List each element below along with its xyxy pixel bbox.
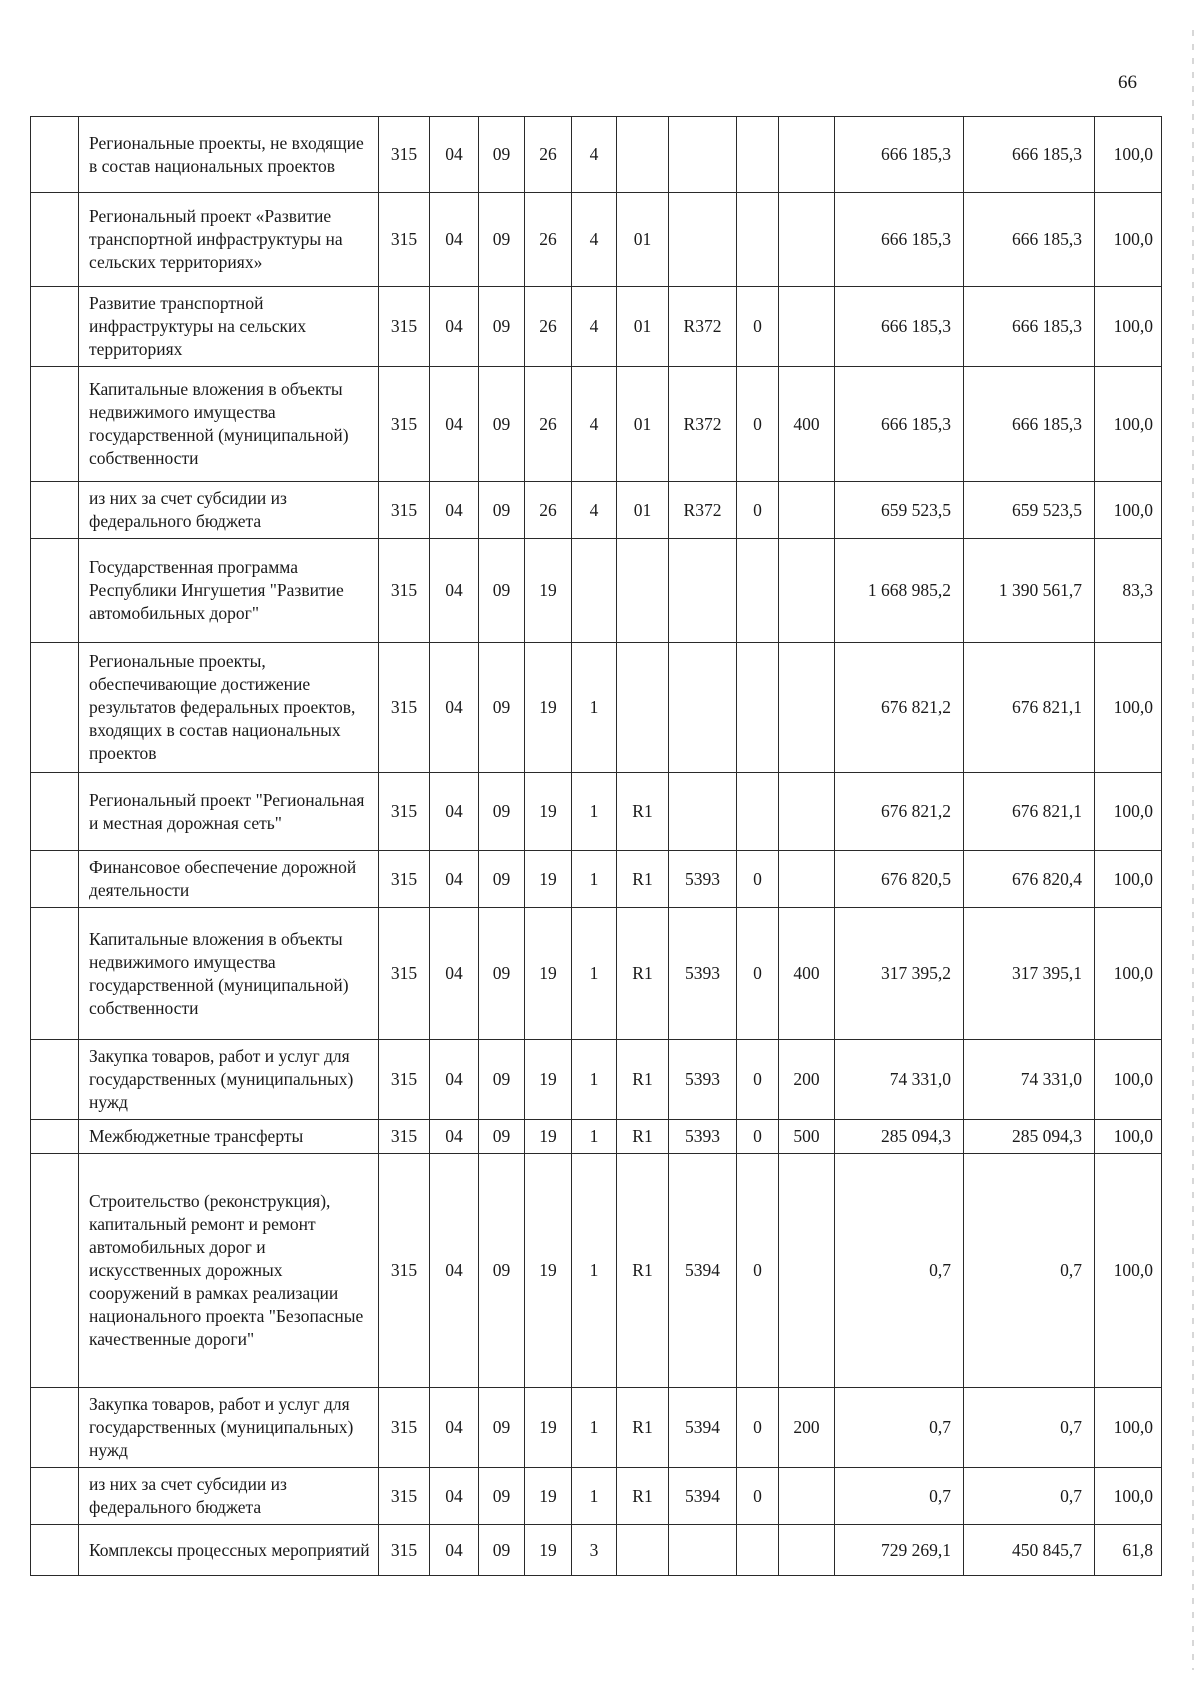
execution-percent-cell: 100,0: [1095, 193, 1162, 287]
plan-amount-cell: 676 821,2: [835, 643, 964, 773]
program-code-cell: 19: [525, 539, 572, 643]
expense-type-cell: [779, 773, 835, 851]
subprogram-code-cell: 4: [572, 117, 617, 193]
section-code-cell: 04: [430, 1120, 479, 1154]
expenditure-name-cell: Межбюджетные трансферты: [79, 1120, 379, 1154]
direction-code-cell: R372: [669, 482, 737, 539]
table-row: [31, 367, 1162, 482]
plan-amount-cell: 666 185,3: [835, 117, 964, 193]
program-code-cell: 19: [525, 1388, 572, 1468]
plan-amount-cell: 666 185,3: [835, 367, 964, 482]
subprogram-code-cell: 1: [572, 1388, 617, 1468]
expenditure-name-cell: Финансовое обеспечение дорожной деятельности: [79, 851, 379, 908]
execution-percent-cell: 100,0: [1095, 773, 1162, 851]
expense-type-cell: 500: [779, 1120, 835, 1154]
row-number-cell: [31, 1040, 79, 1120]
program-code-cell: 19: [525, 1120, 572, 1154]
actual-amount-cell: 666 185,3: [964, 367, 1095, 482]
row-number-cell: [31, 117, 79, 193]
section-code-cell: 04: [430, 193, 479, 287]
direction-digit-cell: 0: [737, 851, 779, 908]
gp-code-cell: 315: [379, 773, 430, 851]
plan-amount-cell: 317 395,2: [835, 908, 964, 1040]
actual-amount-cell: 285 094,3: [964, 1120, 1095, 1154]
section-code-cell: 04: [430, 851, 479, 908]
section-code-cell: 04: [430, 1525, 479, 1576]
program-code-cell: 26: [525, 482, 572, 539]
program-code-cell: 26: [525, 367, 572, 482]
expenditure-name-cell: из них за счет субсидии из федерального бюджета: [79, 1468, 379, 1525]
project-code-cell: R1: [617, 1388, 669, 1468]
project-code-cell: 01: [617, 287, 669, 367]
row-number-cell: [31, 1468, 79, 1525]
subprogram-code-cell: 4: [572, 482, 617, 539]
actual-amount-cell: 659 523,5: [964, 482, 1095, 539]
row-number-cell: [31, 908, 79, 1040]
subprogram-code-cell: 4: [572, 193, 617, 287]
actual-amount-cell: 666 185,3: [964, 117, 1095, 193]
subprogram-code-cell: 4: [572, 367, 617, 482]
direction-digit-cell: [737, 773, 779, 851]
direction-digit-cell: 0: [737, 287, 779, 367]
subprogram-code-cell: 1: [572, 1468, 617, 1525]
program-code-cell: 19: [525, 1468, 572, 1525]
expense-type-cell: [779, 287, 835, 367]
table-row: [31, 287, 1162, 367]
section-code-cell: 04: [430, 1040, 479, 1120]
actual-amount-cell: 666 185,3: [964, 193, 1095, 287]
expenditure-name-cell: Государственная программа Республики Ингушетия "Развитие автомобильных дорог": [79, 539, 379, 643]
actual-amount-cell: 676 821,1: [964, 643, 1095, 773]
direction-digit-cell: [737, 539, 779, 643]
subsection-code-cell: 09: [479, 539, 525, 643]
plan-amount-cell: 666 185,3: [835, 287, 964, 367]
project-code-cell: R1: [617, 1120, 669, 1154]
direction-code-cell: 5393: [669, 908, 737, 1040]
section-code-cell: 04: [430, 773, 479, 851]
plan-amount-cell: 676 820,5: [835, 851, 964, 908]
expense-type-cell: 200: [779, 1388, 835, 1468]
execution-percent-cell: 100,0: [1095, 367, 1162, 482]
table-row: [31, 1154, 1162, 1388]
row-number-cell: [31, 1525, 79, 1576]
program-code-cell: 26: [525, 287, 572, 367]
table-row: [31, 1040, 1162, 1120]
subsection-code-cell: 09: [479, 482, 525, 539]
table-row: [31, 482, 1162, 539]
plan-amount-cell: 0,7: [835, 1468, 964, 1525]
subprogram-code-cell: 1: [572, 773, 617, 851]
program-code-cell: 26: [525, 193, 572, 287]
project-code-cell: R1: [617, 908, 669, 1040]
execution-percent-cell: 100,0: [1095, 908, 1162, 1040]
gp-code-cell: 315: [379, 1120, 430, 1154]
direction-digit-cell: 0: [737, 367, 779, 482]
expenditure-name-cell: из них за счет субсидии из федерального бюджета: [79, 482, 379, 539]
execution-percent-cell: 61,8: [1095, 1525, 1162, 1576]
section-code-cell: 04: [430, 643, 479, 773]
execution-percent-cell: 100,0: [1095, 1388, 1162, 1468]
table-row: [31, 1525, 1162, 1576]
expense-type-cell: 400: [779, 367, 835, 482]
expenditure-name-cell: Строительство (реконструкция), капитальный ремонт и ремонт автомобильных дорог и искусственных дорожных сооружений в рамках реализации национального проекта "Безопасные качественные дороги": [79, 1154, 379, 1388]
project-code-cell: 01: [617, 482, 669, 539]
section-code-cell: 04: [430, 117, 479, 193]
subsection-code-cell: 09: [479, 643, 525, 773]
gp-code-cell: 315: [379, 482, 430, 539]
direction-code-cell: 5393: [669, 1040, 737, 1120]
subprogram-code-cell: 1: [572, 851, 617, 908]
direction-digit-cell: 0: [737, 1120, 779, 1154]
direction-digit-cell: 0: [737, 1388, 779, 1468]
expense-type-cell: [779, 1525, 835, 1576]
row-number-cell: [31, 773, 79, 851]
table-row: [31, 1468, 1162, 1525]
section-code-cell: 04: [430, 287, 479, 367]
direction-code-cell: [669, 117, 737, 193]
budget-table-body: [31, 117, 1162, 1576]
expense-type-cell: [779, 851, 835, 908]
project-code-cell: [617, 539, 669, 643]
subsection-code-cell: 09: [479, 773, 525, 851]
budget-table: [30, 116, 1162, 1576]
actual-amount-cell: 1 390 561,7: [964, 539, 1095, 643]
subsection-code-cell: 09: [479, 287, 525, 367]
plan-amount-cell: 676 821,2: [835, 773, 964, 851]
gp-code-cell: 315: [379, 1040, 430, 1120]
direction-code-cell: [669, 643, 737, 773]
execution-percent-cell: 100,0: [1095, 643, 1162, 773]
expense-type-cell: [779, 1154, 835, 1388]
expenditure-name-cell: Региональный проект "Региональная и местная дорожная сеть": [79, 773, 379, 851]
program-code-cell: 19: [525, 908, 572, 1040]
table-row: [31, 539, 1162, 643]
direction-digit-cell: 0: [737, 1154, 779, 1388]
execution-percent-cell: 100,0: [1095, 1468, 1162, 1525]
gp-code-cell: 315: [379, 117, 430, 193]
table-row: [31, 1120, 1162, 1154]
direction-code-cell: 5394: [669, 1468, 737, 1525]
direction-code-cell: [669, 539, 737, 643]
project-code-cell: [617, 117, 669, 193]
subprogram-code-cell: 4: [572, 287, 617, 367]
plan-amount-cell: 74 331,0: [835, 1040, 964, 1120]
page-number: 66: [1118, 72, 1137, 93]
direction-code-cell: [669, 193, 737, 287]
table-row: [31, 908, 1162, 1040]
gp-code-cell: 315: [379, 1468, 430, 1525]
direction-digit-cell: [737, 193, 779, 287]
gp-code-cell: 315: [379, 287, 430, 367]
table-row: [31, 851, 1162, 908]
subprogram-code-cell: 1: [572, 643, 617, 773]
direction-code-cell: R372: [669, 367, 737, 482]
project-code-cell: R1: [617, 1040, 669, 1120]
project-code-cell: [617, 1525, 669, 1576]
section-code-cell: 04: [430, 367, 479, 482]
subprogram-code-cell: [572, 539, 617, 643]
section-code-cell: 04: [430, 908, 479, 1040]
expense-type-cell: [779, 117, 835, 193]
project-code-cell: [617, 643, 669, 773]
direction-code-cell: 5394: [669, 1388, 737, 1468]
plan-amount-cell: 659 523,5: [835, 482, 964, 539]
expense-type-cell: [779, 482, 835, 539]
gp-code-cell: 315: [379, 1154, 430, 1388]
row-number-cell: [31, 482, 79, 539]
program-code-cell: 26: [525, 117, 572, 193]
execution-percent-cell: 100,0: [1095, 1154, 1162, 1388]
direction-code-cell: [669, 1525, 737, 1576]
section-code-cell: 04: [430, 539, 479, 643]
direction-code-cell: R372: [669, 287, 737, 367]
actual-amount-cell: 0,7: [964, 1388, 1095, 1468]
expense-type-cell: [779, 193, 835, 287]
direction-digit-cell: 0: [737, 482, 779, 539]
subprogram-code-cell: 1: [572, 1120, 617, 1154]
direction-code-cell: [669, 773, 737, 851]
program-code-cell: 19: [525, 1040, 572, 1120]
subsection-code-cell: 09: [479, 1468, 525, 1525]
actual-amount-cell: 666 185,3: [964, 287, 1095, 367]
expenditure-name-cell: Развитие транспортной инфраструктуры на сельских территориях: [79, 287, 379, 367]
expenditure-name-cell: Капитальные вложения в объекты недвижимого имущества государственной (муниципальной) собственности: [79, 367, 379, 482]
direction-code-cell: 5393: [669, 1120, 737, 1154]
expense-type-cell: [779, 1468, 835, 1525]
direction-digit-cell: 0: [737, 908, 779, 1040]
table-row: [31, 1388, 1162, 1468]
subsection-code-cell: 09: [479, 193, 525, 287]
row-number-cell: [31, 643, 79, 773]
subprogram-code-cell: 1: [572, 908, 617, 1040]
program-code-cell: 19: [525, 1154, 572, 1388]
gp-code-cell: 315: [379, 193, 430, 287]
scan-edge-artifact: [1192, 30, 1194, 1670]
project-code-cell: 01: [617, 193, 669, 287]
gp-code-cell: 315: [379, 367, 430, 482]
expenditure-name-cell: Региональные проекты, обеспечивающие достижение результатов федеральных проектов, входящих в состав национальных проектов: [79, 643, 379, 773]
expenditure-name-cell: Закупка товаров, работ и услуг для государственных (муниципальных) нужд: [79, 1040, 379, 1120]
execution-percent-cell: 100,0: [1095, 1120, 1162, 1154]
direction-code-cell: 5394: [669, 1154, 737, 1388]
expenditure-name-cell: Капитальные вложения в объекты недвижимого имущества государственной (муниципальной) собственности: [79, 908, 379, 1040]
plan-amount-cell: 729 269,1: [835, 1525, 964, 1576]
row-number-cell: [31, 1154, 79, 1388]
actual-amount-cell: 0,7: [964, 1154, 1095, 1388]
table-row: [31, 193, 1162, 287]
row-number-cell: [31, 367, 79, 482]
project-code-cell: 01: [617, 367, 669, 482]
plan-amount-cell: 1 668 985,2: [835, 539, 964, 643]
subsection-code-cell: 09: [479, 1040, 525, 1120]
gp-code-cell: 315: [379, 539, 430, 643]
expense-type-cell: 200: [779, 1040, 835, 1120]
subsection-code-cell: 09: [479, 1525, 525, 1576]
subsection-code-cell: 09: [479, 908, 525, 1040]
row-number-cell: [31, 193, 79, 287]
gp-code-cell: 315: [379, 851, 430, 908]
plan-amount-cell: 0,7: [835, 1388, 964, 1468]
expense-type-cell: 400: [779, 908, 835, 1040]
project-code-cell: R1: [617, 1468, 669, 1525]
subsection-code-cell: 09: [479, 1120, 525, 1154]
program-code-cell: 19: [525, 851, 572, 908]
expenditure-name-cell: Комплексы процессных мероприятий: [79, 1525, 379, 1576]
plan-amount-cell: 666 185,3: [835, 193, 964, 287]
project-code-cell: R1: [617, 773, 669, 851]
row-number-cell: [31, 1120, 79, 1154]
subprogram-code-cell: 3: [572, 1525, 617, 1576]
subprogram-code-cell: 1: [572, 1040, 617, 1120]
gp-code-cell: 315: [379, 643, 430, 773]
direction-digit-cell: 0: [737, 1040, 779, 1120]
expense-type-cell: [779, 539, 835, 643]
subsection-code-cell: 09: [479, 367, 525, 482]
row-number-cell: [31, 1388, 79, 1468]
table-row: [31, 643, 1162, 773]
direction-code-cell: 5393: [669, 851, 737, 908]
program-code-cell: 19: [525, 773, 572, 851]
section-code-cell: 04: [430, 1154, 479, 1388]
plan-amount-cell: 285 094,3: [835, 1120, 964, 1154]
subprogram-code-cell: 1: [572, 1154, 617, 1388]
expense-type-cell: [779, 643, 835, 773]
direction-digit-cell: [737, 1525, 779, 1576]
direction-digit-cell: [737, 117, 779, 193]
execution-percent-cell: 100,0: [1095, 482, 1162, 539]
row-number-cell: [31, 539, 79, 643]
expenditure-name-cell: Региональные проекты, не входящие в состав национальных проектов: [79, 117, 379, 193]
program-code-cell: 19: [525, 1525, 572, 1576]
gp-code-cell: 315: [379, 1388, 430, 1468]
plan-amount-cell: 0,7: [835, 1154, 964, 1388]
subsection-code-cell: 09: [479, 117, 525, 193]
expenditure-name-cell: Закупка товаров, работ и услуг для государственных (муниципальных) нужд: [79, 1388, 379, 1468]
expenditure-name-cell: Региональный проект «Развитие транспортной инфраструктуры на сельских территориях»: [79, 193, 379, 287]
gp-code-cell: 315: [379, 908, 430, 1040]
direction-digit-cell: [737, 643, 779, 773]
actual-amount-cell: 0,7: [964, 1468, 1095, 1525]
subsection-code-cell: 09: [479, 851, 525, 908]
project-code-cell: R1: [617, 1154, 669, 1388]
actual-amount-cell: 74 331,0: [964, 1040, 1095, 1120]
execution-percent-cell: 100,0: [1095, 851, 1162, 908]
row-number-cell: [31, 851, 79, 908]
subsection-code-cell: 09: [479, 1388, 525, 1468]
table-row: [31, 773, 1162, 851]
execution-percent-cell: 100,0: [1095, 117, 1162, 193]
actual-amount-cell: 676 820,4: [964, 851, 1095, 908]
row-number-cell: [31, 287, 79, 367]
section-code-cell: 04: [430, 1388, 479, 1468]
execution-percent-cell: 100,0: [1095, 287, 1162, 367]
execution-percent-cell: 83,3: [1095, 539, 1162, 643]
program-code-cell: 19: [525, 643, 572, 773]
execution-percent-cell: 100,0: [1095, 1040, 1162, 1120]
project-code-cell: R1: [617, 851, 669, 908]
subsection-code-cell: 09: [479, 1154, 525, 1388]
table-row: [31, 117, 1162, 193]
section-code-cell: 04: [430, 482, 479, 539]
actual-amount-cell: 450 845,7: [964, 1525, 1095, 1576]
section-code-cell: 04: [430, 1468, 479, 1525]
direction-digit-cell: 0: [737, 1468, 779, 1525]
actual-amount-cell: 676 821,1: [964, 773, 1095, 851]
actual-amount-cell: 317 395,1: [964, 908, 1095, 1040]
gp-code-cell: 315: [379, 1525, 430, 1576]
